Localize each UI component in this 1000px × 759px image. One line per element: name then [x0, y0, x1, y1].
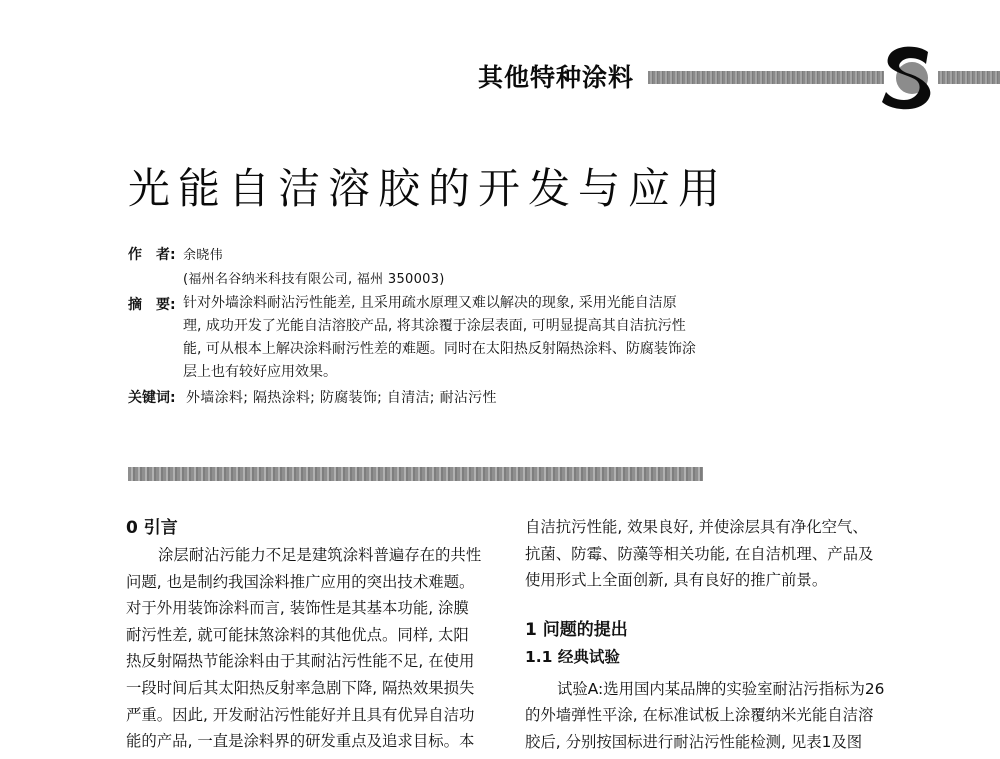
- author-affiliation: (福州名谷纳米科技有限公司, 福州 350003): [183, 272, 445, 287]
- body-line: 耐污性差, 就可能抹煞涂料的其他优点。同样, 太阳: [126, 625, 469, 644]
- abstract-line: 能, 可从根本上解决涂料耐污性差的难题。同时在太阳热反射隔热涂料、防腐装饰涂: [183, 341, 696, 357]
- body-line: 胶后, 分别按国标进行耐沾污性能检测, 见表1及图: [525, 732, 863, 751]
- keywords-label: 关键词:: [128, 390, 176, 406]
- abstract-text: [183, 292, 783, 384]
- body-line: 自洁抗污性能, 效果良好, 并使涂层具有净化空气、: [525, 518, 868, 536]
- body-line: 涂层耐沾污能力不足是建筑涂料普遍存在的共性: [158, 546, 482, 564]
- header-rule-left: [648, 71, 884, 84]
- section-heading-problem: 1 问题的提出: [525, 619, 628, 640]
- body-line: 的外墙弹性平涂, 在标准试板上涂覆纳米光能自洁溶: [525, 706, 874, 725]
- body-line: 抗菌、防霉、防藻等相关功能, 在自洁机理、产品及: [525, 544, 874, 563]
- section-divider: [128, 467, 703, 481]
- abstract-label: 摘 要:: [128, 297, 176, 313]
- introduction-paragraph: [126, 542, 496, 755]
- body-right-column: [525, 514, 895, 756]
- section-title: 其他特种涂料: [478, 63, 635, 92]
- body-line: 对于外用装饰涂料而言, 装饰性是其基本功能, 涂膜: [126, 599, 469, 618]
- journal-s-logo-icon: [878, 42, 938, 114]
- body-line: 一段时间后其太阳热反射率急剧下降, 隔热效果损失: [126, 678, 475, 697]
- keywords-text: 外墙涂料; 隔热涂料; 防腐装饰; 自清洁; 耐沾污性: [186, 390, 497, 406]
- body-line: 使用形式上全面创新, 具有良好的推广前景。: [525, 571, 828, 590]
- author-label: 作 者:: [128, 247, 176, 263]
- introduction-continued: [525, 514, 895, 594]
- article-title: 光能自洁溶胶的开发与应用: [128, 164, 729, 213]
- body-line: 能的产品, 一直是涂料界的研发重点及追求目标。本: [126, 732, 475, 751]
- body-left-column: [126, 514, 496, 755]
- abstract-line: 层上也有较好应用效果。: [183, 364, 337, 380]
- author-name: 余晓伟: [183, 248, 223, 263]
- body-line: 严重。因此, 开发耐沾污性能好并且具有优异自洁功: [126, 705, 475, 724]
- classic-test-paragraph: [525, 676, 895, 756]
- body-line: 试验A:选用国内某品牌的实验室耐沾污指标为26: [557, 679, 885, 698]
- body-line: 热反射隔热节能涂料由于其耐沾污性能不足, 在使用: [126, 652, 475, 671]
- header-rule-right: [938, 71, 1000, 84]
- section-header: [0, 0, 1000, 130]
- abstract-line: 针对外墙涂料耐沾污性能差, 且采用疏水原理又难以解决的现象, 采用光能自洁原: [183, 295, 677, 311]
- subsection-heading-classic-test: 1.1 经典试验: [525, 647, 620, 666]
- body-line: 问题, 也是制约我国涂料推广应用的突出技术难题。: [126, 572, 475, 591]
- section-heading-introduction: 0 引言: [126, 518, 178, 538]
- abstract-line: 理, 成功开发了光能自洁溶胶产品, 将其涂覆于涂层表面, 可明显提高其自洁抗污性: [183, 318, 686, 334]
